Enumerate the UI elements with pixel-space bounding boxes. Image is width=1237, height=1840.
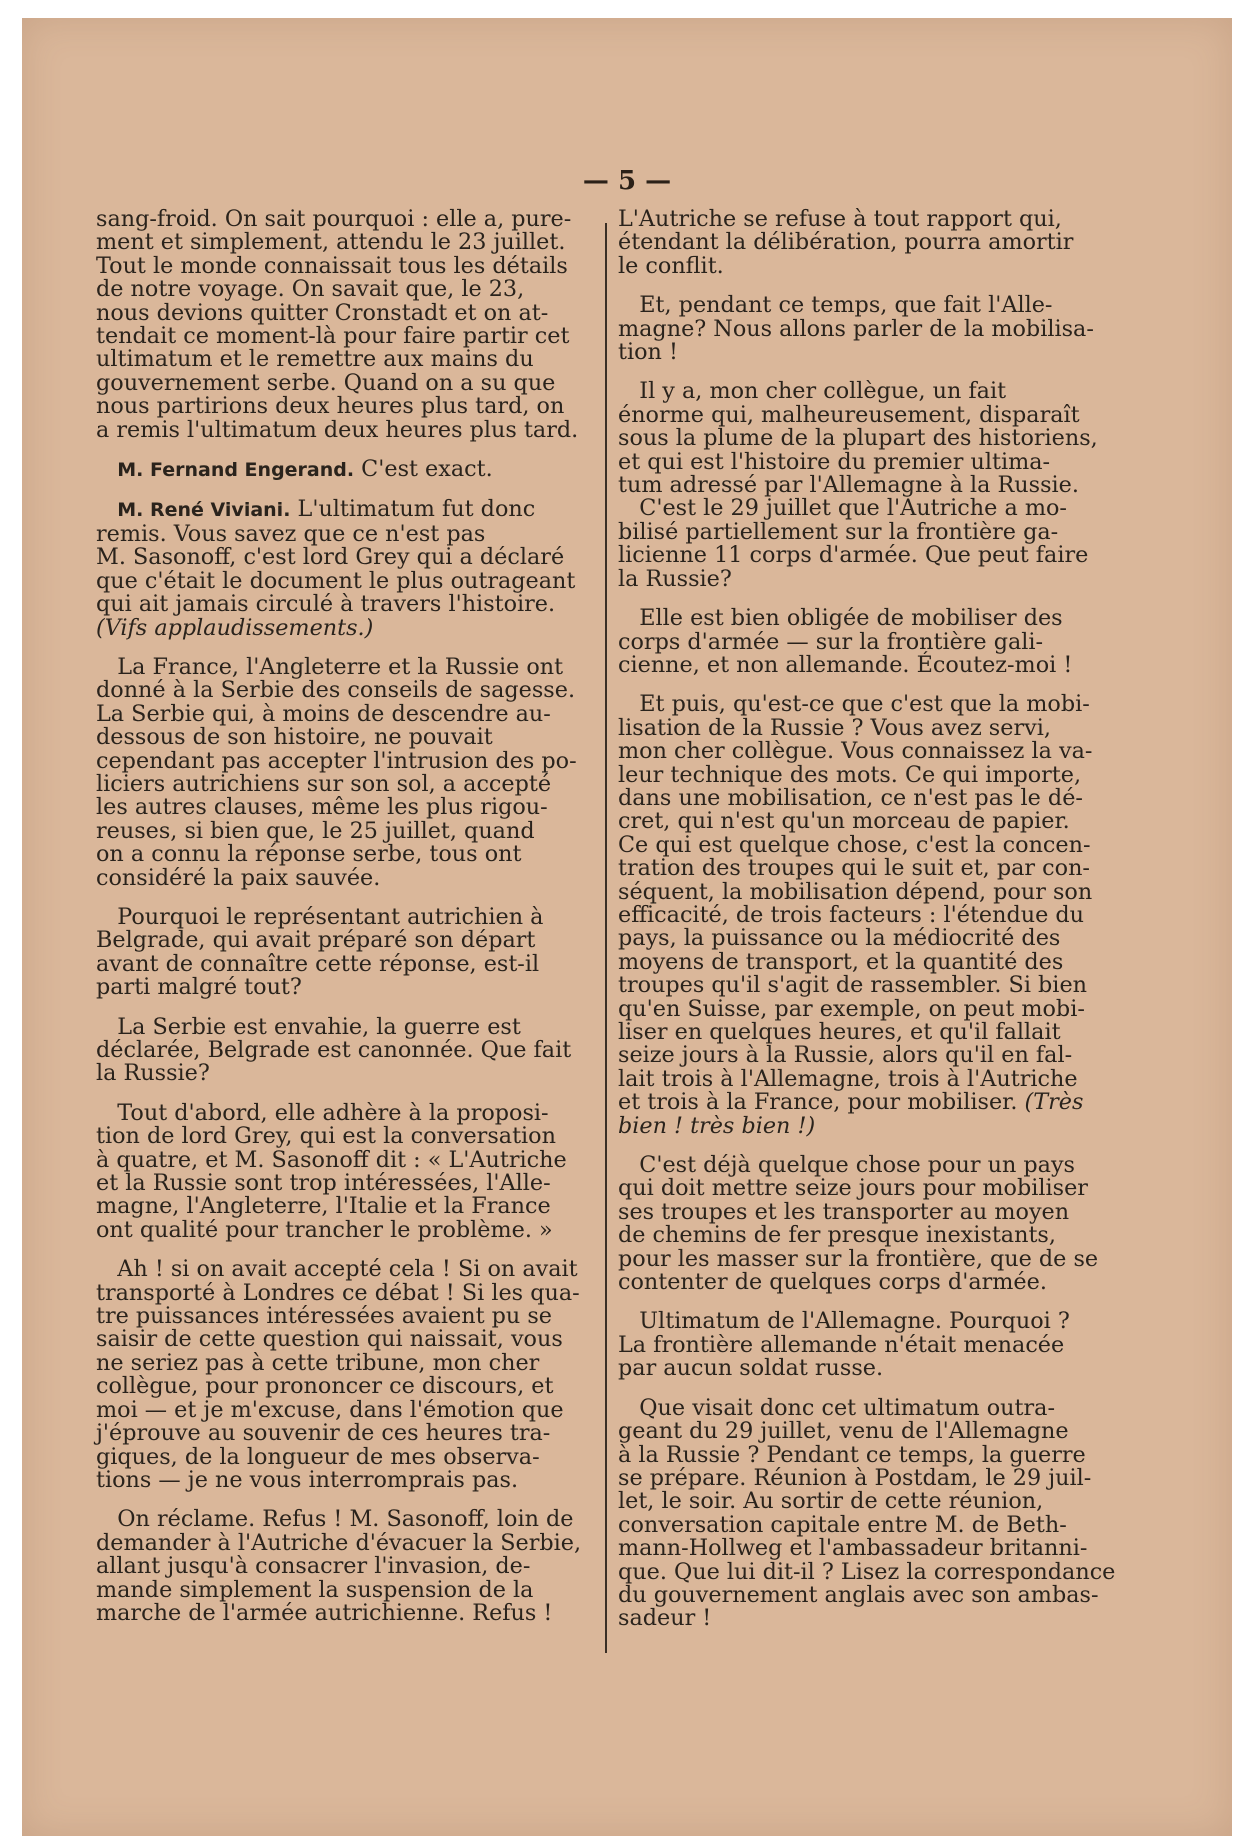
speech-line — [96, 458, 592, 482]
applause-note: (Vifs applaudissements.) — [96, 614, 374, 641]
speech-text: L'ultimatum fut donc — [290, 496, 536, 523]
paragraph — [96, 1099, 592, 1243]
text-line: nous devions quitter Cronstadt et on at- — [96, 299, 549, 326]
text-line: licienne 11 corps d'armée. Que peut faire — [618, 542, 1089, 569]
text-line: nous partirions deux heures plus tard, on — [96, 393, 565, 420]
text-line: du gouvernement anglais avec son ambas- — [618, 1581, 1099, 1608]
text-line: qui doit mettre seize jours pour mobiliser — [618, 1175, 1088, 1202]
text-line: giques, de la longueur de mes observa- — [96, 1443, 540, 1470]
text-line: geant du 29 juillet, venu de l'Allemagne — [618, 1418, 1069, 1445]
text-line: la Russie? — [618, 565, 732, 592]
text-line: let, le soir. Au sortir de cette réunion, — [618, 1488, 1044, 1515]
text-line: la Russie? — [96, 1060, 210, 1087]
text-line: Tout d'abord, elle adhère à la proposi- — [117, 1099, 549, 1126]
paragraph — [618, 607, 1120, 677]
text-line: Belgrade, qui avait préparé son départ — [96, 927, 536, 954]
text-line: donné à la Serbie des conseils de sagesse. — [96, 677, 576, 704]
text-line: C'est déjà quelque chose pour un pays — [639, 1152, 1075, 1179]
text-line: Ah ! si on avait accepté cela ! Si on avait — [117, 1256, 578, 1283]
paragraph — [96, 1013, 592, 1087]
text-line: tions — je ne vous interromprais pas. — [96, 1466, 519, 1493]
paragraph — [618, 693, 1120, 1138]
text-line: séquent, la mobilisation dépend, pour son — [618, 878, 1093, 905]
text-line: L'Autriche se refuse à tout rapport qui, — [618, 206, 1062, 232]
paragraph — [618, 380, 1120, 591]
text-line: qui ait jamais circulé à travers l'histoire. — [96, 591, 556, 618]
text-line: saisir de cette question qui naissait, vous — [96, 1326, 563, 1353]
text-line: que c'était le document le plus outrageant — [96, 567, 576, 594]
text-line: étendant la délibération, pourra amortir — [618, 229, 1074, 256]
text-line: Et, pendant ce temps, que fait l'Alle- — [639, 292, 1053, 319]
text-line: liciers autrichiens sur son sol, a accepté — [96, 770, 552, 797]
paragraph — [618, 208, 1120, 278]
text-line: les autres clauses, même les plus rigou- — [96, 794, 548, 821]
text-line: magne? Nous allons parler de la mobilisa- — [618, 315, 1094, 342]
applause-note: bien ! très bien !) — [618, 1112, 816, 1139]
speaker-name: M. René Viviani. — [117, 499, 291, 522]
text-line: pour les masser sur la frontière, que de se — [618, 1245, 1099, 1272]
text-line: cret, qui n'est qu'un morceau de papier. — [618, 808, 1070, 835]
paragraph — [96, 208, 592, 442]
text-line: pays, la puissance ou la médiocrité des — [618, 925, 1061, 952]
text-line: seize jours à la Russie, alors qu'il en fal- — [618, 1042, 1073, 1069]
text-line: considéré la paix sauvée. — [96, 864, 381, 891]
text-line: ont qualité pour trancher le problème. » — [96, 1216, 553, 1243]
text-line: mon cher collègue. Vous connaissez la va- — [618, 738, 1093, 765]
text-line: tendait ce moment-là pour faire partir cet — [96, 323, 570, 350]
text-line: lisation de la Russie ? Vous avez servi, — [618, 714, 1051, 741]
text-line: énorme qui, malheureusement, disparaît — [618, 401, 1080, 428]
text-line: Tout le monde connaissait tous les détails — [96, 252, 568, 279]
page-number: — 5 — — [582, 166, 672, 196]
text-line: qu'en Suisse, par exemple, on peut mobi- — [618, 995, 1085, 1022]
text-line: avant de connaître cette réponse, est-il — [96, 950, 540, 977]
text-line: tion de lord Grey, qui est la conversation — [96, 1123, 556, 1150]
text-line: sadeur ! — [618, 1605, 712, 1632]
text-line: On réclame. Refus ! M. Sasonoff, loin de — [117, 1506, 574, 1533]
text-line: liser en quelques heures, et qu'il fallait — [618, 1019, 1061, 1045]
text-line: reuses, si bien que, le 25 juillet, quand — [96, 817, 535, 844]
text-line: Pourquoi le représentant autrichien à — [117, 903, 544, 930]
text-line: dans une mobilisation, ce n'est pas le dé- — [618, 784, 1083, 811]
text-line: ne seriez pas à cette tribune, mon cher — [96, 1349, 540, 1376]
text-line: et la Russie sont trop intéressées, l'Alle- — [96, 1170, 551, 1197]
speech-line — [96, 498, 592, 522]
text-line: de notre voyage. On savait que, le 23, — [96, 276, 525, 303]
text-line: La France, l'Angleterre et la Russie ont — [117, 653, 564, 680]
paragraph — [618, 1310, 1120, 1380]
text-line: tion ! — [618, 339, 678, 366]
text-line: mann-Hollweg et l'ambassadeur britanni- — [618, 1535, 1088, 1562]
paragraph — [96, 903, 592, 1001]
text-line: efficacité, de trois facteurs : l'étendue du — [618, 901, 1085, 928]
text-line: remis. Vous savez que ce n'est pas — [96, 520, 486, 547]
page-sheet — [22, 18, 1232, 1836]
text-line: Ce qui est quelque chose, c'est la concen- — [618, 831, 1091, 858]
text-line: cienne, et non allemande. Écoutez-moi ! — [618, 651, 1073, 678]
text-line: La frontière allemande n'était menacée — [618, 1331, 1065, 1358]
text-line: déclarée, Belgrade est canonnée. Que fait — [96, 1037, 572, 1063]
paragraph — [618, 294, 1120, 364]
text-line: Et puis, qu'est-ce que c'est que la mobi- — [639, 691, 1090, 718]
text-line: bilisé partiellement sur la frontière ga- — [618, 518, 1059, 545]
text-line: ses troupes et les transporter au moyen — [618, 1198, 1070, 1225]
text-line: sous la plume de la plupart des historiens, — [618, 425, 1098, 452]
text-line: ultimatum et le remettre aux mains du — [96, 346, 534, 373]
left-column — [96, 208, 592, 1625]
text-line: moyens de transport, et la quantité des — [618, 948, 1064, 975]
text-line: gouvernement serbe. Quand on a su que — [96, 369, 556, 396]
text-line: ment et simplement, attendu le 23 juillet. — [96, 229, 566, 256]
text-line: et trois à la France, pour mobiliser. — [618, 1089, 1018, 1116]
speaker-name: M. Fernand Engerand. — [117, 459, 355, 482]
text-line: tum adressé par l'Allemagne à la Russie. — [618, 472, 1079, 499]
text-line: a remis l'ultimatum deux heures plus tard. — [96, 416, 579, 443]
column-divider — [605, 223, 607, 1653]
text-line: parti malgré tout? — [96, 974, 302, 1001]
text-line: et qui est l'histoire du premier ultima- — [618, 448, 1051, 475]
text-line: magne, l'Angleterre, l'Italie et la France — [96, 1193, 551, 1220]
text-line: à quatre, et M. Sasonoff dit : « L'Autriche — [96, 1146, 567, 1173]
text-line: marche de l'armée autrichienne. Refus ! — [96, 1599, 553, 1626]
text-line: dessous de son histoire, ne pouvait — [96, 724, 493, 751]
text-line: j'éprouve au souvenir de ces heures tra- — [96, 1420, 551, 1447]
paragraph — [96, 653, 592, 891]
text-line: transporté à Londres ce débat ! Si les qua- — [96, 1279, 580, 1306]
paragraph — [618, 1154, 1120, 1294]
text-line: tration des troupes qui le suit et, par con- — [618, 855, 1090, 882]
text-line: sang-froid. On sait pourquoi : elle a, pure- — [96, 206, 572, 232]
text-line: mande simplement la suspension de la — [96, 1576, 534, 1603]
paragraph — [96, 498, 592, 639]
text-line: on a connu la réponse serbe, tous ont — [96, 841, 522, 868]
text-line: demander à l'Autriche d'évacuer la Serbie, — [96, 1529, 582, 1556]
text-line: allant jusqu'à consacrer l'invasion, de- — [96, 1553, 531, 1580]
text-line: par aucun soldat russe. — [618, 1355, 884, 1382]
text-line: moi — et je m'excuse, dans l'émotion que — [96, 1396, 564, 1423]
text-line: Il y a, mon cher collègue, un fait — [639, 378, 1007, 405]
text-line: La Serbie qui, à moins de descendre au- — [96, 700, 551, 727]
text-line: cependant pas accepter l'intrusion des po- — [96, 747, 577, 774]
text-line: conversation capitale entre M. de Beth- — [618, 1511, 1067, 1538]
text-line: Que visait donc cet ultimatum outra- — [639, 1394, 1055, 1421]
paragraph — [96, 1508, 592, 1625]
speech-text: C'est exact. — [354, 456, 493, 483]
text-line: que. Que lui dit-il ? Lisez la correspondance — [618, 1558, 1116, 1585]
text-line: à la Russie ? Pendant ce temps, la guerre — [618, 1441, 1086, 1468]
text-line: collègue, pour prononcer ce discours, et — [96, 1373, 554, 1400]
text-line: corps d'armée — sur la frontière gali- — [618, 628, 1044, 655]
text-line: lait trois à l'Allemagne, trois à l'Autriche — [618, 1065, 1078, 1092]
text-line: de chemins de fer presque inexistants, — [618, 1222, 1056, 1249]
paragraph — [618, 1394, 1120, 1632]
paragraph — [96, 1258, 592, 1492]
text-line: contenter de quelques corps d'armée. — [618, 1269, 1047, 1296]
text-line: M. Sasonoff, c'est lord Grey qui a déclaré — [96, 544, 565, 571]
right-column — [618, 208, 1120, 1631]
text-line: Ultimatum de l'Allemagne. Pourquoi ? — [639, 1308, 1070, 1335]
text-line: Elle est bien obligée de mobiliser des — [639, 605, 1063, 632]
text-line: leur technique des mots. Ce qui importe, — [618, 761, 1082, 788]
text-line: troupes qu'il s'agit de rassembler. Si bien — [618, 972, 1087, 999]
text-line: le conflit. — [618, 252, 724, 279]
applause-note: (Très — [1024, 1089, 1084, 1116]
text-line: La Serbie est envahie, la guerre est — [117, 1013, 521, 1040]
text-line: C'est le 29 juillet que l'Autriche a mo- — [639, 495, 1067, 522]
text-line: se prépare. Réunion à Postdam, le 29 juil- — [618, 1464, 1092, 1491]
text-line: tre puissances intéressées avaient pu se — [96, 1303, 552, 1330]
